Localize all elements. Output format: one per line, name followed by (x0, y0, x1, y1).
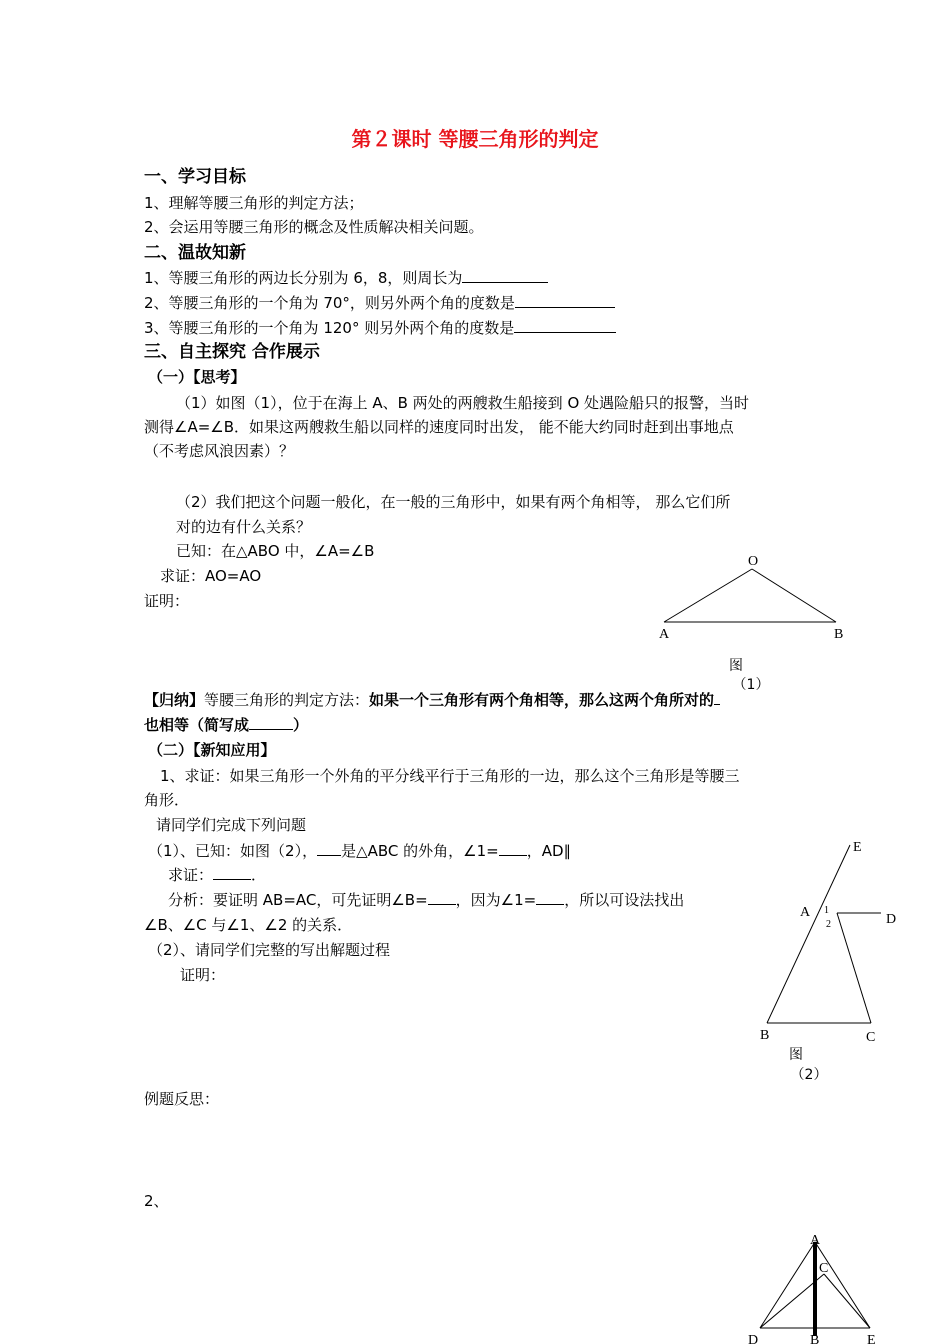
section-heading-goals: 一、学习目标 (144, 167, 246, 187)
example1-line2: 角形． (144, 791, 190, 809)
line-eab (767, 845, 850, 1023)
review-question-2: 2、等腰三角形的一个角为 70°，则另外两个角的度数是 (144, 292, 615, 314)
example-reflection: 例题反思： (144, 1090, 220, 1108)
figure-3-triangle (740, 1230, 900, 1344)
section-heading-explore: 三、自主探究 合作展示 (144, 342, 320, 362)
goal-item-1: 1、理解等腰三角形的判定方法； (144, 194, 364, 212)
answer-blank[interactable] (249, 714, 293, 730)
angle-label-2: 2 (826, 919, 831, 930)
page-title: 第２课时 等腰三角形的判定 (351, 127, 599, 151)
proof-label: 证明： (144, 592, 190, 610)
side-ob (752, 569, 836, 622)
figure-2-caption: 图 (789, 1047, 803, 1063)
example1-analysis: 分析：要证明 AB=AC，可先证明∠B= ，因为∠1= ，所以可设法找出 (168, 891, 685, 909)
side-ae (815, 1242, 870, 1328)
label-b: B (760, 1028, 770, 1043)
label-b: B (810, 1333, 820, 1344)
problem2-line2: 对的边有什么关系？ (176, 518, 312, 536)
figure-1-triangle (650, 548, 860, 648)
review-question-3: 3、等腰三角形的一个角为 120° 则另外两个角的度数是 (144, 317, 616, 339)
given-statement: 已知：在△ABO 中，∠A=∠B (176, 542, 375, 560)
review-question-1: 1、等腰三角形的两边长分别为 6，8，则周长为 (144, 267, 548, 289)
example1-proof-label: 证明： (180, 966, 226, 984)
figure-2-triangle (755, 835, 905, 1050)
answer-blank[interactable] (536, 889, 564, 905)
prove-statement: 求证：AO=AO (160, 567, 262, 585)
label-c: C (819, 1261, 829, 1276)
label-a: A (659, 627, 670, 642)
example1-prove: 求证： ． (168, 866, 267, 884)
example1-question2: （2）、请同学们完整的写出解题过程 (148, 941, 391, 959)
side-ac (837, 913, 871, 1023)
section-heading-review: 二、温故知新 (144, 243, 246, 263)
problem2-line1: （2）我们把这个问题一般化，在一般的三角形中，如果有两个角相等， 那么它们所 (176, 493, 731, 511)
angle-label-1: 1 (824, 905, 829, 916)
label-o: O (748, 554, 759, 569)
example1-question1: （1）、已知：如图（2）， 是△ABC 的外角，∠1= ，AD∥ (148, 842, 572, 860)
goal-item-2: 2、会运用等腰三角形的概念及性质解决相关问题。 (144, 218, 484, 236)
summary-line1: 【归纳】等腰三角形的判定方法：如果一个三角形有两个角相等，那么这两个角所对的 (144, 689, 720, 711)
example2-label: 2、 (144, 1192, 169, 1210)
answer-blank[interactable] (514, 317, 616, 333)
answer-blank[interactable] (317, 840, 341, 856)
example1-instruction: 请同学们完成下列问题 (156, 816, 307, 834)
answer-blank[interactable] (428, 889, 456, 905)
label-b: B (834, 627, 844, 642)
example1-analysis-line2: ∠B、∠C 与∠1、∠2 的关系． (144, 916, 353, 934)
label-e: E (867, 1333, 876, 1344)
problem1-line2: 测得∠A=∠B．如果这两艘救生船以同样的速度同时出发， 能不能大约同时赶到出事地点 (144, 418, 734, 436)
segment-ce (824, 1274, 870, 1328)
side-ao (664, 569, 752, 622)
subheading-think: （一）【思考】 (148, 368, 246, 386)
summary-line2: 也相等（简写成 ） (144, 716, 309, 734)
figure-1-number: （1） (732, 677, 770, 693)
problem1-line1: （1）如图（1），位于在海上 A、B 两处的两艘救生船接到 O 处遇险船只的报警，当时 (176, 394, 750, 412)
label-a: A (810, 1233, 821, 1248)
label-d: D (748, 1333, 759, 1344)
subheading-apply: （二）【新知应用】 (148, 741, 276, 759)
side-ad (760, 1242, 815, 1328)
label-c: C (866, 1030, 876, 1045)
answer-blank[interactable] (462, 267, 548, 283)
label-d: D (886, 912, 897, 927)
problem1-line3: （不考虑风浪因素）？ (144, 442, 295, 460)
example1-line1: 1、求证：如果三角形一个外角的平分线平行于三角形的一边，那么这个三角形是等腰三 (160, 767, 740, 785)
label-e: E (853, 840, 862, 855)
answer-blank[interactable] (499, 840, 527, 856)
figure-2-number: （2） (790, 1067, 828, 1083)
answer-blank[interactable] (515, 292, 615, 308)
label-a: A (800, 905, 811, 920)
figure-1-caption: 图 (729, 658, 743, 674)
answer-blank[interactable] (213, 864, 251, 880)
